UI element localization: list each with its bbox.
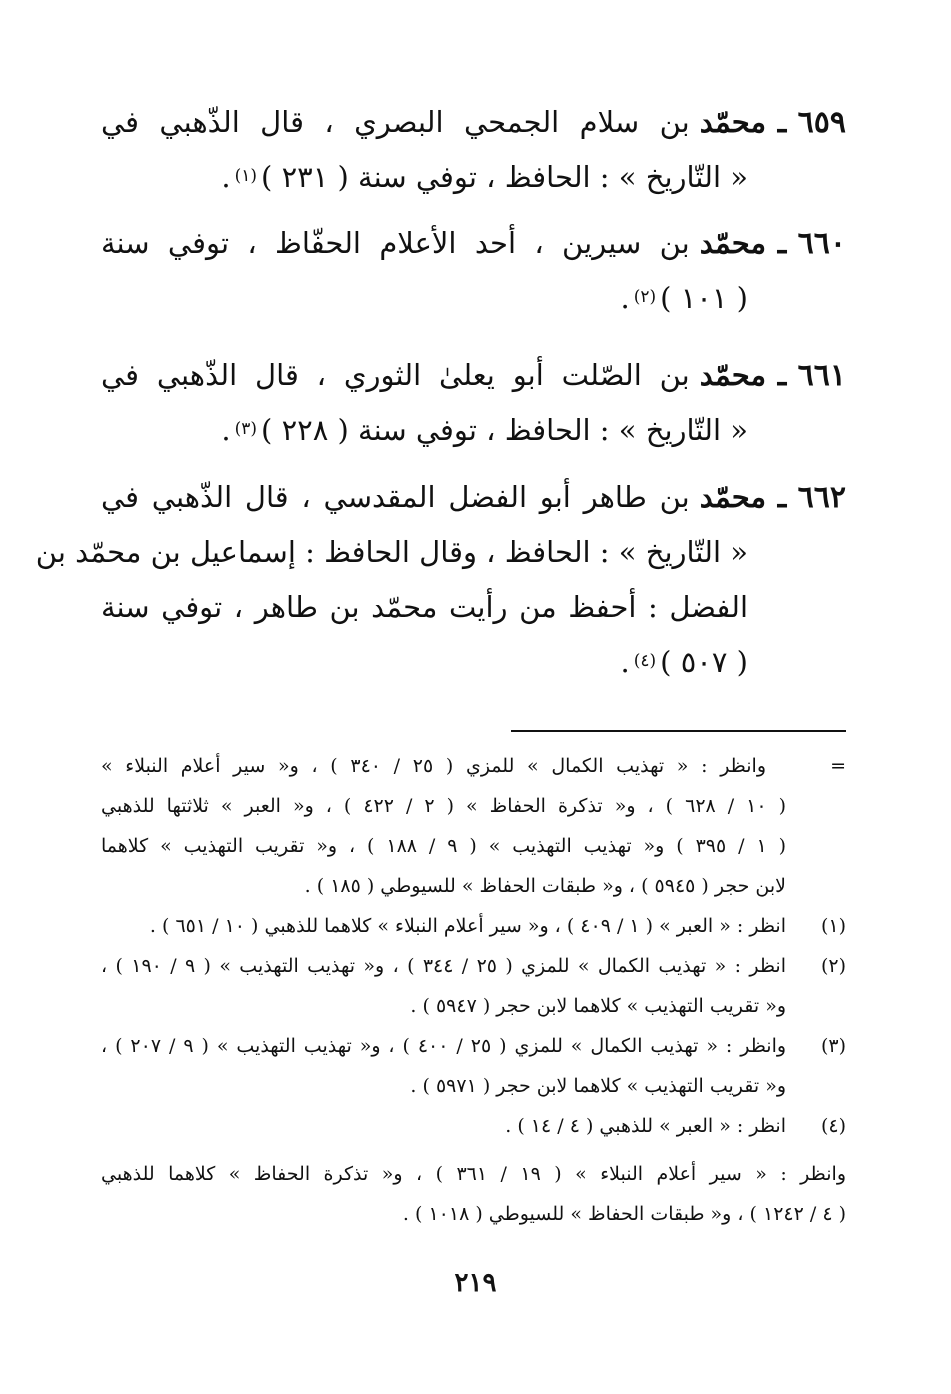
entry-name: محمّد	[699, 105, 766, 139]
entry-continuation-line	[101, 590, 846, 645]
entry-dash: ـ	[777, 480, 787, 514]
footnote-reference: (٤)	[633, 651, 657, 671]
footnote-4	[101, 1115, 846, 1155]
footnote-trailing-line	[101, 1203, 846, 1243]
footnote-continuation-line	[101, 755, 846, 795]
footnote-text: و« تقريب التهذيب » كلاهما لابن حجر ( ٥٩٧١ ) .	[410, 1075, 786, 1097]
footnote-reference: (١)	[234, 166, 258, 186]
footnote-text: انظر : « تهذيب الكمال » للمزي ( ٢٥ / ٣٤٤ ) ، و« تهذيب التهذيب » ( ٩ / ١٩٠ ) ،	[101, 955, 787, 977]
entry-text: بن سلام الجمحي البصري ، قال الذّهبي في	[101, 105, 690, 139]
entry-text: « التّاريخ » : الحافظ ، توفي سنة ( ٢٢٨ )	[261, 413, 748, 447]
entry-text: الفضل : أحفظ من رأيت محمّد بن طاهر ، توفي سنة	[101, 590, 748, 624]
entry-659	[101, 105, 846, 215]
entry-text: .	[221, 413, 231, 447]
entry-text: بن طاهر أبو الفضل المقدسي ، قال الذّهبي في	[101, 480, 690, 514]
entry-text: بن الصّلت أبو يعلىٰ الثوري ، قال الذّهبي في	[101, 358, 690, 392]
footnote-label: (٤)	[820, 1115, 846, 1137]
entry-text: .	[221, 160, 231, 194]
entry-first-line	[101, 226, 846, 281]
footnote-text: ( ١٠ / ٦٢٨ ) ، و« تذكرة الحفاظ » ( ٢ / ٤٢٢ ) ، و« العبر » ثلاثتها للذهبي	[101, 795, 786, 817]
footnote-trailing-line	[101, 1163, 846, 1203]
entry-662	[35, 480, 846, 700]
footnote-continuation-line	[101, 795, 846, 835]
entry-name: محمّد	[699, 226, 766, 260]
footnote-continuation-line	[101, 875, 846, 915]
footnote-text: انظر : « العبر » للذهبي ( ٤ / ١٤ ) .	[505, 1115, 786, 1137]
entry-continuation-line	[101, 413, 846, 468]
footnote-text: لابن حجر ( ٥٩٤٥ ) ، و« طبقات الحفاظ » للسيوطي ( ١٨٥ ) .	[304, 875, 786, 897]
footnote-label: (٢)	[820, 955, 846, 977]
footnote-text: وانظر : « سير أعلام النبلاء » ( ١٩ / ٣٦١ ) ، و« تذكرة الحفاظ » كلاهما للذهبي	[101, 1163, 846, 1185]
footnote-reference: (٢)	[633, 287, 657, 307]
footnote-1	[101, 915, 846, 955]
footnote-continuation-line	[101, 835, 846, 875]
entry-661	[101, 358, 846, 468]
footnote-text: وانظر : « تهذيب الكمال » للمزي ( ٢٥ / ٣٤٠ ) ، و« سير أعلام النبلاء »	[101, 755, 767, 777]
entry-dash: ـ	[777, 226, 787, 260]
entry-text: « التّاريخ » : الحافظ ، وقال الحافظ : إسماعيل بن محمّد بن	[35, 535, 748, 569]
entry-continuation-line	[101, 160, 846, 215]
entry-number: ٦٦٠	[797, 226, 846, 261]
entry-660	[101, 226, 846, 336]
footnote-separator	[511, 730, 846, 732]
footnote-text: و« تقريب التهذيب » كلاهما لابن حجر ( ٥٩٤٧ ) .	[410, 995, 786, 1017]
entry-number: ٦٦١	[797, 358, 846, 393]
entry-text: ( ٥٠٧ )	[660, 645, 748, 679]
entry-dash: ـ	[777, 105, 787, 139]
page-number: ٢١٩	[454, 1268, 497, 1298]
footnote-label: (٣)	[820, 1035, 846, 1057]
footnote-text: ( ٤ / ١٢٤٢ ) ، و« طبقات الحفاظ » للسيوطي ( ١٠١٨ ) .	[402, 1203, 846, 1225]
footnote-label: (١)	[820, 915, 846, 937]
footnotes-section	[101, 755, 846, 1243]
entry-number: ٦٥٩	[797, 105, 846, 140]
entry-continuation-line	[35, 535, 846, 590]
footnote-text: ( ١ / ٣٩٥ ) و« تهذيب التهذيب » ( ٩ / ١٨٨ ) ، و« تقريب التهذيب » كلاهما	[101, 835, 787, 857]
entry-continuation-line	[101, 645, 846, 700]
entry-text: .	[620, 645, 630, 679]
continuation-marker: =	[830, 755, 846, 777]
entry-name: محمّد	[699, 480, 766, 514]
entry-number: ٦٦٢	[797, 480, 846, 515]
entry-first-line	[101, 105, 846, 160]
entry-dash: ـ	[777, 358, 787, 392]
entry-first-line	[101, 480, 846, 535]
entry-text: « التّاريخ » : الحافظ ، توفي سنة ( ٢٣١ )	[261, 160, 748, 194]
footnote-reference: (٣)	[234, 419, 258, 439]
footnote-text: وانظر : « تهذيب الكمال » للمزي ( ٢٥ / ٤٠٠ ) ، و« تهذيب التهذيب » ( ٩ / ٢٠٧ ) ،	[101, 1035, 787, 1057]
entry-first-line	[101, 358, 846, 413]
entry-text: ( ١٠١ )	[660, 281, 748, 315]
footnote-3-continuation	[101, 1075, 846, 1115]
footnote-2-continuation	[101, 995, 846, 1035]
entry-continuation-line	[101, 281, 846, 336]
footnote-3	[101, 1035, 846, 1075]
footnote-text: انظر : « العبر » ( ١ / ٤٠٩ ) ، و« سير أعلام النبلاء » كلاهما للذهبي ( ١٠ / ٦٥١ ) .	[149, 915, 786, 937]
entry-text: بن سيرين ، أحد الأعلام الحفّاظ ، توفي سنة	[101, 226, 690, 260]
entry-name: محمّد	[699, 358, 766, 392]
entry-text: .	[620, 281, 630, 315]
footnote-2	[101, 955, 846, 995]
